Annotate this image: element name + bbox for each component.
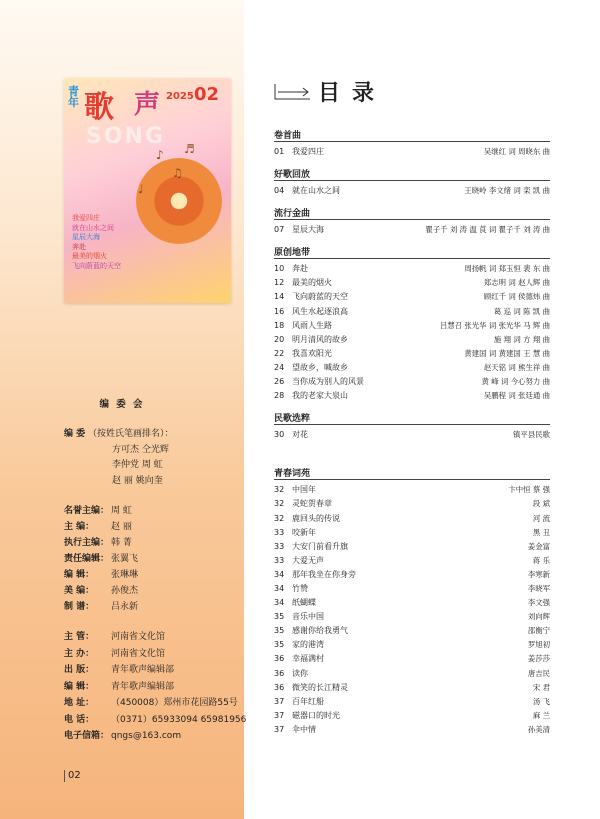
toc-page-number: 24 <box>274 362 285 372</box>
staff-label: 制 谱： <box>64 602 95 612</box>
cover-song: 最美的烟火 <box>72 252 107 260</box>
publisher-value: 河南省文化馆 <box>111 648 166 659</box>
staff-label: 名誉主编： <box>64 506 110 516</box>
toc-credit: 黄建国 词 黄建国 王 慧 曲 <box>464 348 550 358</box>
editorial-board-title: 编 委 会 <box>99 399 145 410</box>
contents-title: 目录 <box>318 81 387 106</box>
toc-credit: 吕慧召 张光华 词 张光华 马 辉 曲 <box>439 320 550 330</box>
staff-value: 韩 菁 <box>111 538 132 548</box>
toc-entry[interactable] <box>274 333 550 347</box>
toc-credit: 王晓岭 李文绪 词 栾 凯 曲 <box>464 186 550 196</box>
publisher-value: 河南省文化馆 <box>111 632 166 642</box>
toc-credit: 镇平县民歌 <box>513 430 550 440</box>
toc-title: 百年红船 <box>292 696 324 706</box>
toc-page-number: 12 <box>274 278 285 288</box>
toc-credit: 葛 巡 词 陈 凯 曲 <box>493 306 550 316</box>
music-note-icon: ♬ <box>184 142 195 156</box>
toc-entry[interactable] <box>274 526 550 540</box>
publisher-row <box>64 695 246 712</box>
toc-title: 伞中情 <box>292 724 316 734</box>
section-title: 民歌选粹 <box>274 414 311 425</box>
section-title: 好歌回放 <box>274 170 311 181</box>
masthead-big-1: 歌 <box>84 90 114 125</box>
toc-entry[interactable] <box>274 723 550 737</box>
toc-credit: 施 翔 词 方 翔 曲 <box>493 334 550 344</box>
toc-title: 望故乡，喊故乡 <box>292 362 348 372</box>
toc-entry[interactable] <box>274 375 550 389</box>
publisher-value: （450008）郑州市花园路55号 <box>111 698 238 708</box>
toc-credit: 姜金富 <box>527 541 550 551</box>
toc-page-number: 04 <box>274 186 285 196</box>
cover-wordmark: SONG <box>86 124 166 149</box>
toc-entry[interactable] <box>274 568 550 582</box>
section-spacer <box>274 159 550 167</box>
toc-title: 飞向蔚蓝的天空 <box>292 292 348 302</box>
toc-title: 灵蛇贺春章 <box>292 499 332 509</box>
toc-credit: 汤 飞 <box>532 696 550 706</box>
cover-song: 飞向蔚蓝的天空 <box>72 261 121 270</box>
toc-entry[interactable] <box>274 554 550 568</box>
table-of-contents <box>274 128 550 737</box>
toc-entry[interactable] <box>274 319 550 333</box>
toc-entry[interactable] <box>274 483 550 497</box>
staff-value: 周 虹 <box>111 506 132 516</box>
toc-entry[interactable] <box>274 184 550 198</box>
publisher-row <box>64 662 246 679</box>
section-spacer <box>274 442 550 466</box>
toc-entry[interactable] <box>274 305 550 319</box>
toc-page-number: 34 <box>274 598 285 608</box>
staff-label: 美 编： <box>64 586 95 596</box>
section-title: 流行金曲 <box>274 209 311 220</box>
toc-page-number: 33 <box>274 555 285 565</box>
toc-entry[interactable] <box>274 276 550 290</box>
toc-entry[interactable] <box>274 596 550 610</box>
toc-credit: 麻 兰 <box>532 710 550 720</box>
toc-entry[interactable] <box>274 652 550 666</box>
music-note-icon: ♩ <box>138 182 144 196</box>
board-names-row: 方可杰 仝光辉 <box>112 444 169 455</box>
staff-value: 张琳琳 <box>111 570 139 580</box>
cover-issue: 02 <box>194 84 220 105</box>
toc-page-number: 34 <box>274 569 285 579</box>
toc-entry[interactable] <box>274 667 550 681</box>
toc-page-number: 22 <box>274 348 285 358</box>
toc-entry[interactable] <box>274 290 550 304</box>
toc-page-number: 16 <box>274 306 285 316</box>
section-divider <box>274 180 550 181</box>
toc-page-number: 33 <box>274 527 285 537</box>
masthead-small: 青年 <box>68 85 79 109</box>
toc-page-number: 01 <box>274 147 285 156</box>
toc-title: 我喜欢阳光 <box>292 348 332 358</box>
publisher-label: 出 版： <box>64 665 95 675</box>
toc-title: 幸福满村 <box>292 654 324 664</box>
toc-page-number: 36 <box>274 682 285 692</box>
toc-entry[interactable] <box>274 389 550 403</box>
toc-credit: 瞿子千 刘 涛 温 莨 词 瞿子千 刘 涛 曲 <box>425 225 550 235</box>
toc-credit: 卞中恒 蔡 强 <box>508 485 550 495</box>
cover-song: 星辰大海 <box>72 233 100 241</box>
toc-entry[interactable] <box>274 638 550 652</box>
toc-credit: 周扬帆 词 郑玉恒 裴 东 曲 <box>464 264 550 274</box>
toc-page-number: 37 <box>274 696 285 706</box>
toc-page-number: 30 <box>274 430 285 440</box>
staff-row <box>64 599 138 615</box>
toc-page-number: 37 <box>274 724 285 734</box>
contents-header <box>274 78 600 104</box>
section-divider <box>274 424 550 425</box>
toc-page-number: 35 <box>274 626 285 636</box>
toc-title: 奔赴 <box>292 264 308 274</box>
toc-entry[interactable] <box>274 624 550 638</box>
toc-page-number: 32 <box>274 499 285 509</box>
toc-entry[interactable] <box>274 223 550 237</box>
toc-page-number: 26 <box>274 377 285 387</box>
toc-title: 读你 <box>292 668 308 678</box>
toc-page-number: 33 <box>274 541 285 551</box>
toc-title: 大爱无声 <box>292 555 324 565</box>
toc-credit: 河 流 <box>532 513 550 523</box>
page-number-divider <box>64 770 65 782</box>
staff-value: 赵 丽 <box>111 522 132 532</box>
toc-page-number: 35 <box>274 612 285 622</box>
toc-credit: 段 斌 <box>532 499 550 509</box>
toc-entry[interactable] <box>274 681 550 695</box>
toc-credit: 宋 君 <box>532 682 550 692</box>
toc-title: 磁器口的时光 <box>292 710 340 720</box>
staff-label: 编 辑： <box>64 570 95 580</box>
publisher-label: 电子信箱： <box>64 731 110 741</box>
publisher-value: （0371）65933094 65981956 <box>111 714 247 725</box>
toc-credit: 唐吉民 <box>527 668 550 678</box>
toc-entry[interactable] <box>274 262 550 276</box>
cover-song: 就在山水之间 <box>72 223 114 232</box>
toc-entry[interactable] <box>274 610 550 624</box>
staff-row <box>64 503 138 519</box>
publisher-row <box>64 679 246 696</box>
toc-credit: 邵衡宁 <box>527 626 550 636</box>
page-number: 02 <box>68 770 81 781</box>
section-title: 青春词苑 <box>274 469 311 480</box>
publisher-row <box>64 646 246 663</box>
toc-page-number: 18 <box>274 320 285 330</box>
publisher-label: 主 管： <box>64 632 95 642</box>
toc-title: 鹿回头的传说 <box>292 513 340 523</box>
toc-entry[interactable] <box>274 695 550 709</box>
toc-entry[interactable] <box>274 540 550 554</box>
toc-title: 咬新年 <box>292 527 316 537</box>
toc-credit: 李文强 <box>527 598 550 608</box>
toc-page-number: 36 <box>274 654 285 664</box>
section-divider <box>274 258 550 259</box>
arrow-right-icon <box>274 78 312 100</box>
music-note-icon: ♫ <box>172 166 183 180</box>
toc-credit: 刘向辉 <box>527 612 550 622</box>
publisher-row <box>64 728 246 745</box>
cover-year: 2025 <box>166 91 194 102</box>
toc-credit: 黑 丑 <box>532 527 550 537</box>
toc-title: 微笑的长江精灵 <box>292 682 348 692</box>
toc-title: 星辰大海 <box>292 225 324 235</box>
board-names-row: 赵 丽 姚向奎 <box>112 475 163 486</box>
board-note: （按姓氏笔画排名）： <box>88 429 174 439</box>
toc-entry[interactable] <box>274 582 550 596</box>
staff-row <box>64 567 138 583</box>
toc-title: 风生水起逐浪高 <box>292 306 348 316</box>
toc-title: 当你成为别人的风景 <box>292 377 364 387</box>
toc-entry[interactable] <box>274 428 550 442</box>
masthead-big-2: 声 <box>134 90 161 120</box>
staff-row <box>64 551 138 567</box>
toc-page-number: 32 <box>274 485 285 495</box>
toc-credit: 吴鹏程 词 张廷通 曲 <box>483 391 550 401</box>
toc-title: 我爱四庄 <box>292 147 324 156</box>
toc-credit: 李晓军 <box>527 583 550 593</box>
toc-credit: 吴继红 词 周晓东 曲 <box>483 147 550 156</box>
staff-row <box>64 519 138 535</box>
toc-page-number: 36 <box>274 668 285 678</box>
staff-row <box>64 583 138 599</box>
toc-title: 明月清风的故乡 <box>292 334 348 344</box>
toc-title: 中国年 <box>292 485 316 495</box>
publisher-value: 青年歌声编辑部 <box>111 665 175 675</box>
toc-title: 音乐中国 <box>292 612 324 622</box>
board-label: 编 委 <box>64 429 86 439</box>
toc-title: 纸蝴蝶 <box>292 598 316 608</box>
publisher-value: qngs@163.com <box>111 731 182 741</box>
toc-title: 大安门前看升旗 <box>292 541 348 551</box>
toc-page-number: 37 <box>274 710 285 720</box>
board-names-row: 李仲党 周 虹 <box>112 460 163 470</box>
toc-page-number: 07 <box>274 225 285 235</box>
staff-value: 孙俊杰 <box>111 586 139 596</box>
magazine-cover <box>64 78 231 303</box>
toc-credit: 蒋 乐 <box>532 555 550 565</box>
toc-title: 竹赞 <box>292 583 308 593</box>
publisher-row <box>64 712 246 729</box>
section-divider <box>274 141 550 142</box>
staff-value: 张翼飞 <box>111 554 139 564</box>
toc-page-number: 34 <box>274 583 285 593</box>
section-spacer <box>274 403 550 411</box>
toc-title: 对花 <box>292 430 308 440</box>
toc-entry[interactable] <box>274 361 550 375</box>
toc-title: 就在山水之间 <box>292 186 340 196</box>
toc-page-number: 20 <box>274 334 285 344</box>
cover-song-list <box>72 214 121 271</box>
board-name-list <box>112 442 169 489</box>
editorial-board-members <box>64 426 174 486</box>
toc-title: 感谢你给我勇气 <box>292 626 348 636</box>
section-title: 原创地带 <box>274 248 311 259</box>
staff-label: 责任编辑： <box>64 554 110 564</box>
section-spacer <box>274 237 550 245</box>
toc-credit: 赵天铭 词 熊生祥 曲 <box>483 362 550 372</box>
toc-credit: 罗旭初 <box>527 640 550 650</box>
cover-song: 奔赴 <box>72 242 86 251</box>
publisher-row <box>64 629 246 646</box>
toc-entry[interactable] <box>274 497 550 511</box>
toc-entry[interactable] <box>274 347 550 361</box>
publisher-label: 电 话： <box>64 714 95 725</box>
toc-page-number: 10 <box>274 264 285 274</box>
toc-entry[interactable] <box>274 709 550 723</box>
staff-list <box>64 503 138 615</box>
section-divider <box>274 219 550 220</box>
publisher-info <box>64 629 246 745</box>
toc-credit: 孙美清 <box>527 724 550 734</box>
toc-page-number: 35 <box>274 640 285 650</box>
toc-credit: 顾红千 词 侯德炜 曲 <box>483 292 550 302</box>
toc-title: 家的港湾 <box>292 640 324 650</box>
publisher-label: 编 辑： <box>64 681 95 692</box>
cover-song: 我爱四庄 <box>72 214 100 222</box>
staff-label: 主 编： <box>64 522 95 532</box>
toc-title: 我的老家大泉山 <box>292 391 348 401</box>
toc-page-number: 14 <box>274 292 285 302</box>
staff-row <box>64 535 138 551</box>
music-note-icon: ♪ <box>156 148 164 162</box>
toc-credit: 李寒新 <box>527 569 550 579</box>
section-title: 卷首曲 <box>274 131 302 141</box>
toc-entry[interactable] <box>274 512 550 526</box>
left-sidebar <box>0 0 247 819</box>
toc-page-number: 28 <box>274 391 285 401</box>
toc-title: 最美的烟火 <box>292 278 332 288</box>
toc-credit: 郑志明 词 赵人辉 曲 <box>483 278 550 288</box>
section-spacer <box>274 198 550 206</box>
toc-entry[interactable] <box>274 145 550 159</box>
toc-page-number: 32 <box>274 513 285 523</box>
publisher-value: 青年歌声编辑部 <box>111 681 175 692</box>
toc-title: 那年我坐在你身旁 <box>292 569 356 579</box>
toc-credit: 黄 峰 词 今心努力 曲 <box>481 377 550 387</box>
publisher-label: 地 址： <box>64 698 95 708</box>
staff-value: 吕永新 <box>111 602 139 612</box>
staff-label: 执行主编： <box>64 538 110 548</box>
toc-credit: 姜莎莎 <box>527 654 550 664</box>
toc-title: 风雨人生路 <box>292 320 332 330</box>
section-divider <box>274 479 550 480</box>
publisher-label: 主 办： <box>64 648 95 659</box>
